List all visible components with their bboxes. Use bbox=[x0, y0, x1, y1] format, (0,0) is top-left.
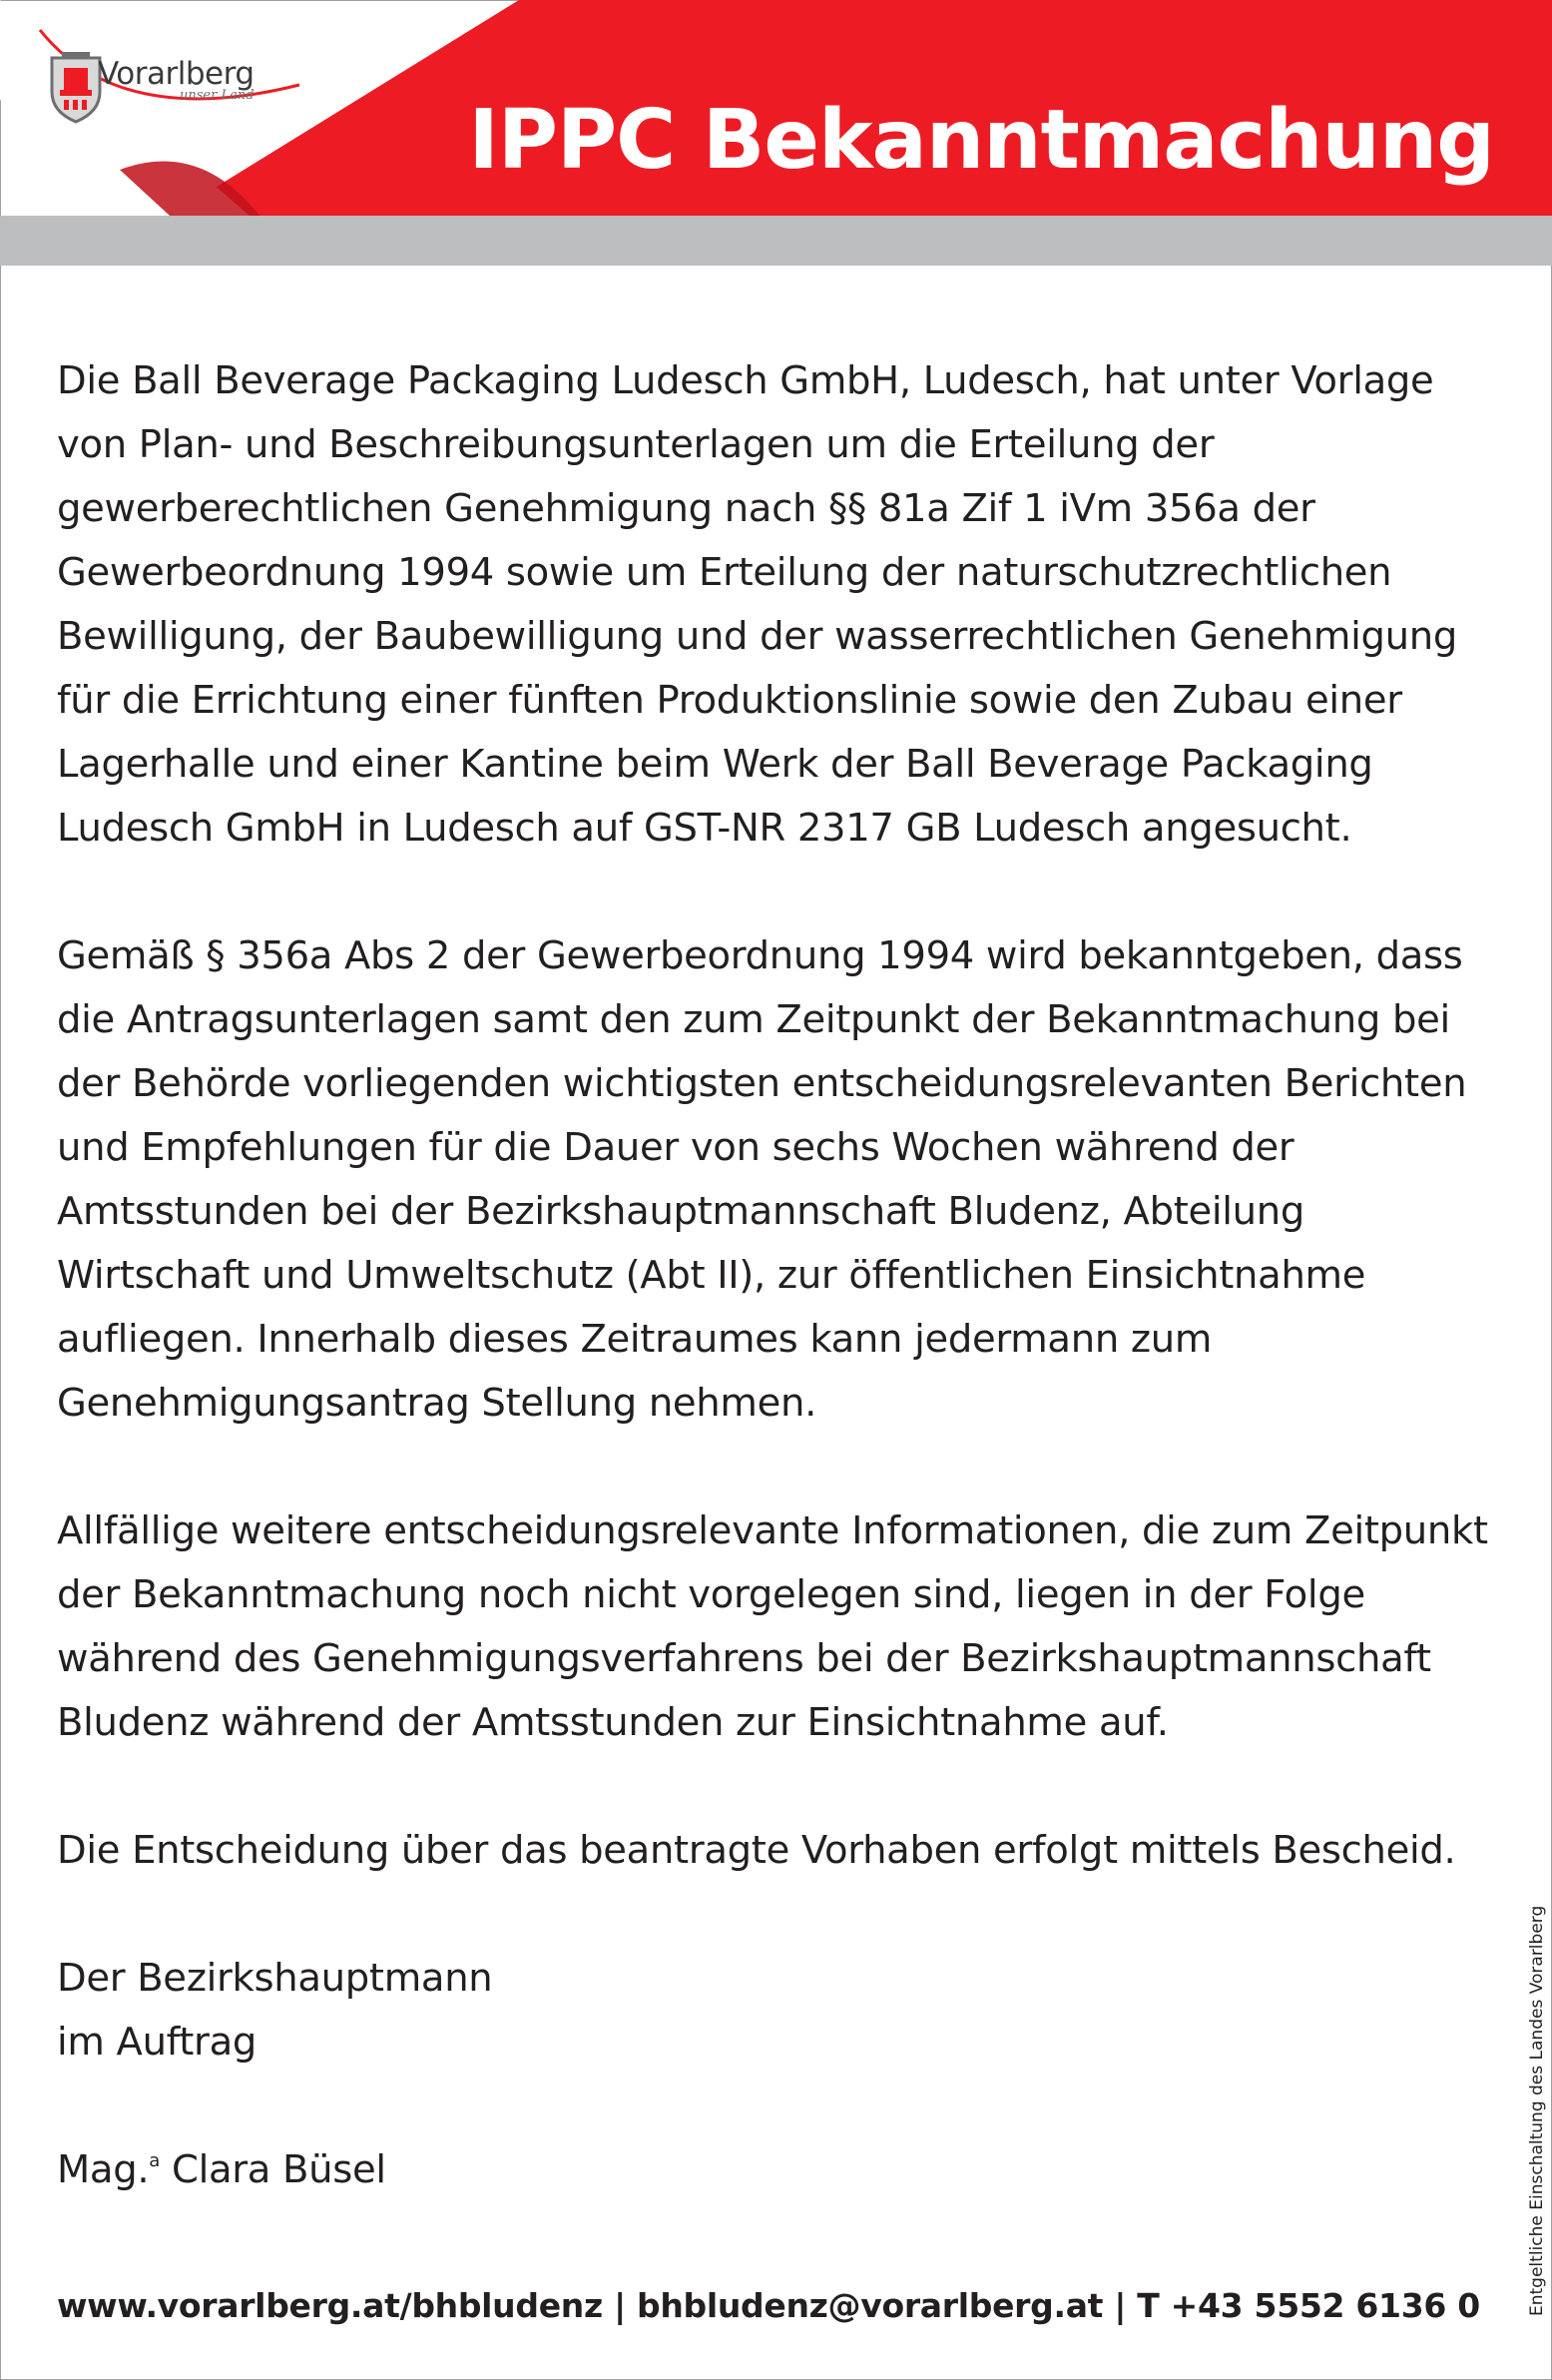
side-note: Entgeltliche Einschaltung des Landes Vorarlberg bbox=[1527, 1905, 1547, 2316]
footer-contact: www.vorarlberg.at/bhbludenz | bhbludenz@vorarlberg.at | T +43 5552 6136 0 bbox=[57, 2286, 1480, 2325]
coat-of-arms-icon bbox=[46, 48, 106, 128]
signature-on-behalf: im Auftrag bbox=[57, 2020, 258, 2065]
header-banner bbox=[0, 0, 1552, 218]
signature-role: Der Bezirkshauptmann bbox=[57, 1956, 493, 2001]
body-paragraph-1: Die Ball Beverage Packaging Ludesch GmbH, Ludesch, hat unter Vorlage von Plan- und Beschreibungsunterlagen um die Erteilung der gewerberechtlichen Genehmigung nach §§ 81a Zif 1 iVm 356a der Gewerbeordnung 1994 sowie um Erteilung der naturschutzrechtlichen Bewilligung, der Baubewilligung und der wasserrechtlichen Genehmigung für die Errichtung einer fünften Produktionslinie sowie den Zubau einer Lagerhalle und einer Kantine beim Werk der Ball Beverage Packaging Ludesch GmbH in Ludesch auf GST-NR 2317 GB Ludesch angesucht. bbox=[57, 358, 1457, 851]
logo-tagline: unser Land bbox=[180, 88, 255, 103]
signature-title: Mag. bbox=[57, 2147, 150, 2192]
body-paragraph-4: Die Entscheidung über das beantragte Vorhaben erfolgt mittels Bescheid. bbox=[57, 1828, 1456, 1873]
signature-name-line bbox=[57, 2138, 386, 2202]
logo-wordmark: Vorarlberg bbox=[98, 56, 255, 92]
page-title: IPPC Bekanntmachung bbox=[468, 93, 1494, 188]
signature-name: Clara Büsel bbox=[171, 2147, 386, 2192]
header-divider-band bbox=[0, 216, 1552, 266]
body-paragraph-2: Gemäß § 356a Abs 2 der Gewerbeordnung 1994 wird bekanntgeben, dass die Antragsunterlagen samt den zum Zeitpunkt der Bekanntmachung bei der Behörde vorliegenden wichtigsten entscheidungsrelevanten Berichten und Empfehlungen für die Dauer von sechs Wochen während der Amtsstunden bei der Bezirkshauptmannschaft Bludenz, Abteilung Wirtschaft und Umweltschutz (Abt II), zur öffentlichen Einsichtnahme aufliegen. Innerhalb dieses Zeitraumes kann jedermann zum Genehmigungsantrag Stellung nehmen. bbox=[57, 933, 1467, 1426]
body-paragraph-3: Allfällige weitere entscheidungsrelevante Informationen, die zum Zeitpunkt der Bekanntmachung noch nicht vorgelegen sind, liegen in der Folge während des Genehmigungsverfahrens bei der Bezirkshauptmannschaft Bludenz während der Amtsstunden zur Einsichtnahme auf. bbox=[57, 1508, 1488, 1745]
signature-title-sup: a bbox=[149, 2150, 161, 2171]
